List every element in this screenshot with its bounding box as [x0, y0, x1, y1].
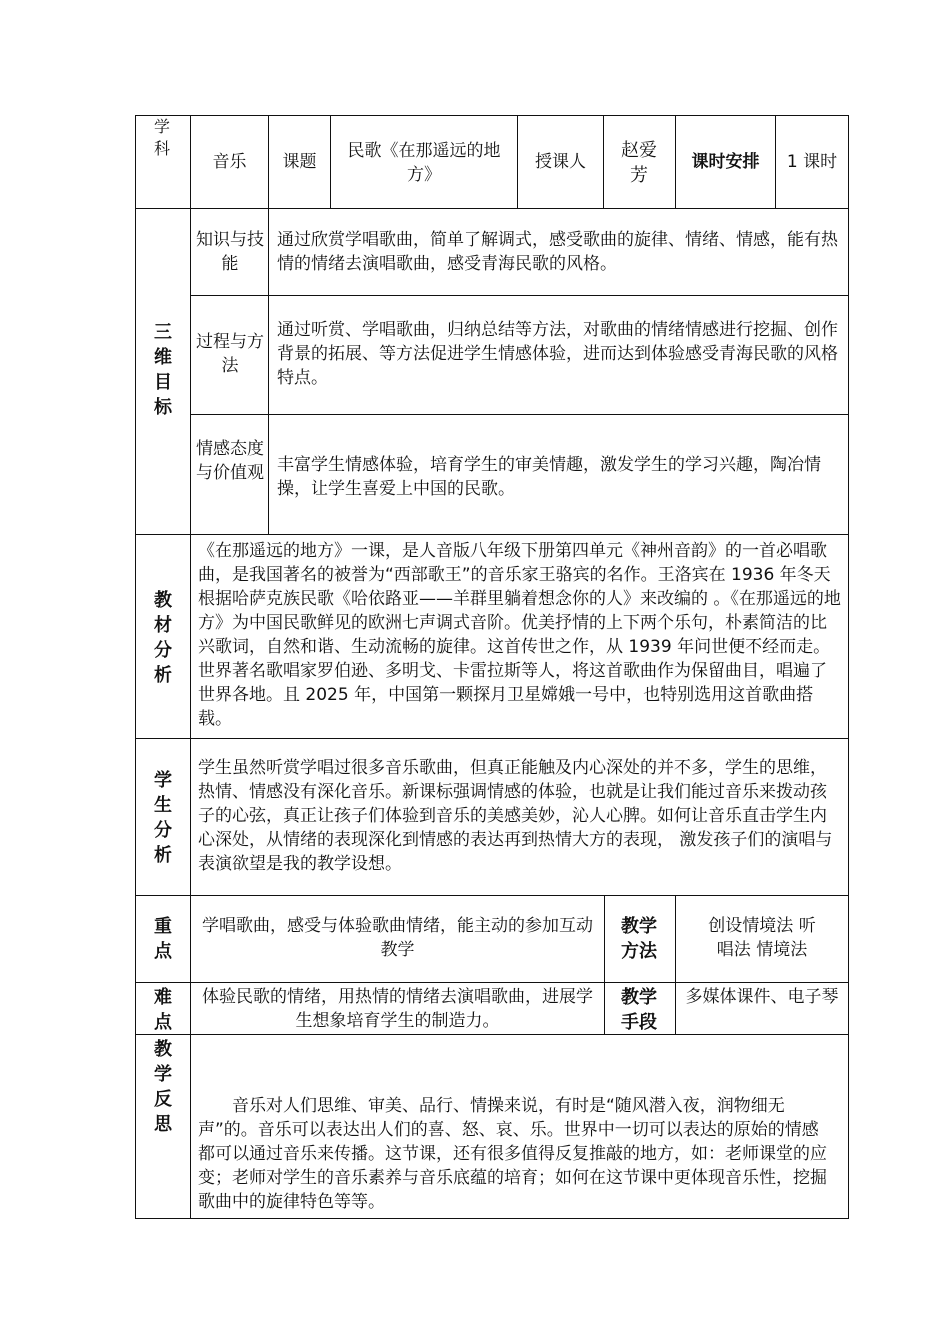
- method-label: 教学方法: [621, 916, 657, 962]
- objective-name-2: 过程与方法: [196, 332, 264, 376]
- keypoints-content: 学唱歌曲，感受与体验歌曲情绪，能主动的参加互动教学: [202, 916, 593, 960]
- method-value: 创设情境法 听唱法 情境法: [708, 916, 816, 960]
- schedule-label: 课时安排: [691, 152, 760, 172]
- objective-content-2: 通过听赏、学唱歌曲，归纳总结等方法，对歌曲的情绪情感进行挖掘、创作背景的拓展、等方法促进学生情感体验，进而达到体验感受青海民歌的风格特点。: [277, 320, 838, 388]
- objective-content-1: 通过欣赏学唱歌曲，简单了解调式，感受歌曲的旋律、情绪、情感，能有热情的情绪去演唱歌曲，感受青海民歌的风格。: [277, 230, 838, 274]
- objective-content-3: 丰富学生情感体验，培育学生的审美情趣，激发学生的学习兴趣，陶冶情操，让学生喜爱上中国的民歌。: [277, 455, 821, 499]
- students-label: 学生分析: [154, 770, 172, 866]
- teacher-label: 授课人: [535, 152, 586, 172]
- textbook-content: 《在那遥远的地方》一课，是人音版八年级下册第四单元《神州音韵》的一首必唱歌曲，是我国著名的被誉为“西部歌王”的音乐家王骆宾的名作。王洛宾在 1936 年冬天根据哈萨克族民歌《哈依路亚——羊群里躺着想念你的人》来改编的 。《在那遥远的地方》为中国民歌鲜见的欧洲七声调式音阶。优美抒情的上下两个乐句，朴素简洁的比兴歌词，自然和谐、生动流畅的旋律。这首传世之作，从 1939 年问世便不经而走。世界著名歌唱家罗伯逊、多明戈、卡雷拉斯等人，将这首歌曲作为保留曲目，唱遍了世界各地。且 2025 年，中国第一颗探月卫星嫦娥一号中，也特别选用这首歌曲搭载。: [198, 541, 841, 729]
- reflection-label: 教学反思: [154, 1039, 172, 1135]
- objectives-label: 三维目标: [154, 322, 172, 418]
- means-label: 教学手段: [621, 987, 657, 1033]
- topic-value: 民歌《在那遥远的地方》: [347, 141, 501, 185]
- keypoints-label: 重点: [154, 916, 172, 962]
- students-content: 学生虽然听赏学唱过很多音乐歌曲，但真正能触及内心深处的并不多，学生的思维，热情、情感没有深化音乐。新课标强调情感的体验，也就是让我们能过音乐来拨动孩子的心弦，真正让孩子们体验到音乐的美感美妙，沁人心脾。如何让音乐直击学生内心深处，从情绪的表现深化到情感的表达再到热情大方的表现， 激发孩子们的演唱与表演欲望是我的教学设想。: [198, 758, 833, 874]
- difficulties-label: 难点: [154, 987, 172, 1033]
- subject-value: 音乐: [212, 152, 247, 172]
- objective-name-3: 情感态度与价值观: [196, 439, 264, 483]
- topic-label: 课题: [282, 152, 317, 172]
- teacher-value: 赵爱芳: [621, 140, 657, 186]
- subject-label: 学科: [153, 117, 170, 158]
- schedule-value: 1 课时: [786, 152, 838, 172]
- reflection-content: 音乐对人们思维、审美、品行、情操来说，有时是“随风潜入夜，润物细无声”的。音乐可以表达出人们的喜、怒、哀、乐。世界中一切可以表达的原始的情感都可以通过音乐来传播。这节课，还有很多值得反复推敲的地方，如：老师课堂的应变；老师对学生的音乐素养与音乐底蕴的培育；如何在这节课中更体现音乐性，挖掘歌曲中的旋律特色等等。: [198, 1096, 827, 1212]
- means-value: 多媒体课件、电子琴: [685, 987, 839, 1007]
- difficulties-content: 体验民歌的情绪，用热情的情绪去演唱歌曲，进展学生想象培育学生的制造力。: [202, 987, 593, 1031]
- textbook-label: 教材分析: [154, 590, 172, 686]
- objective-name-1: 知识与技能: [196, 230, 264, 274]
